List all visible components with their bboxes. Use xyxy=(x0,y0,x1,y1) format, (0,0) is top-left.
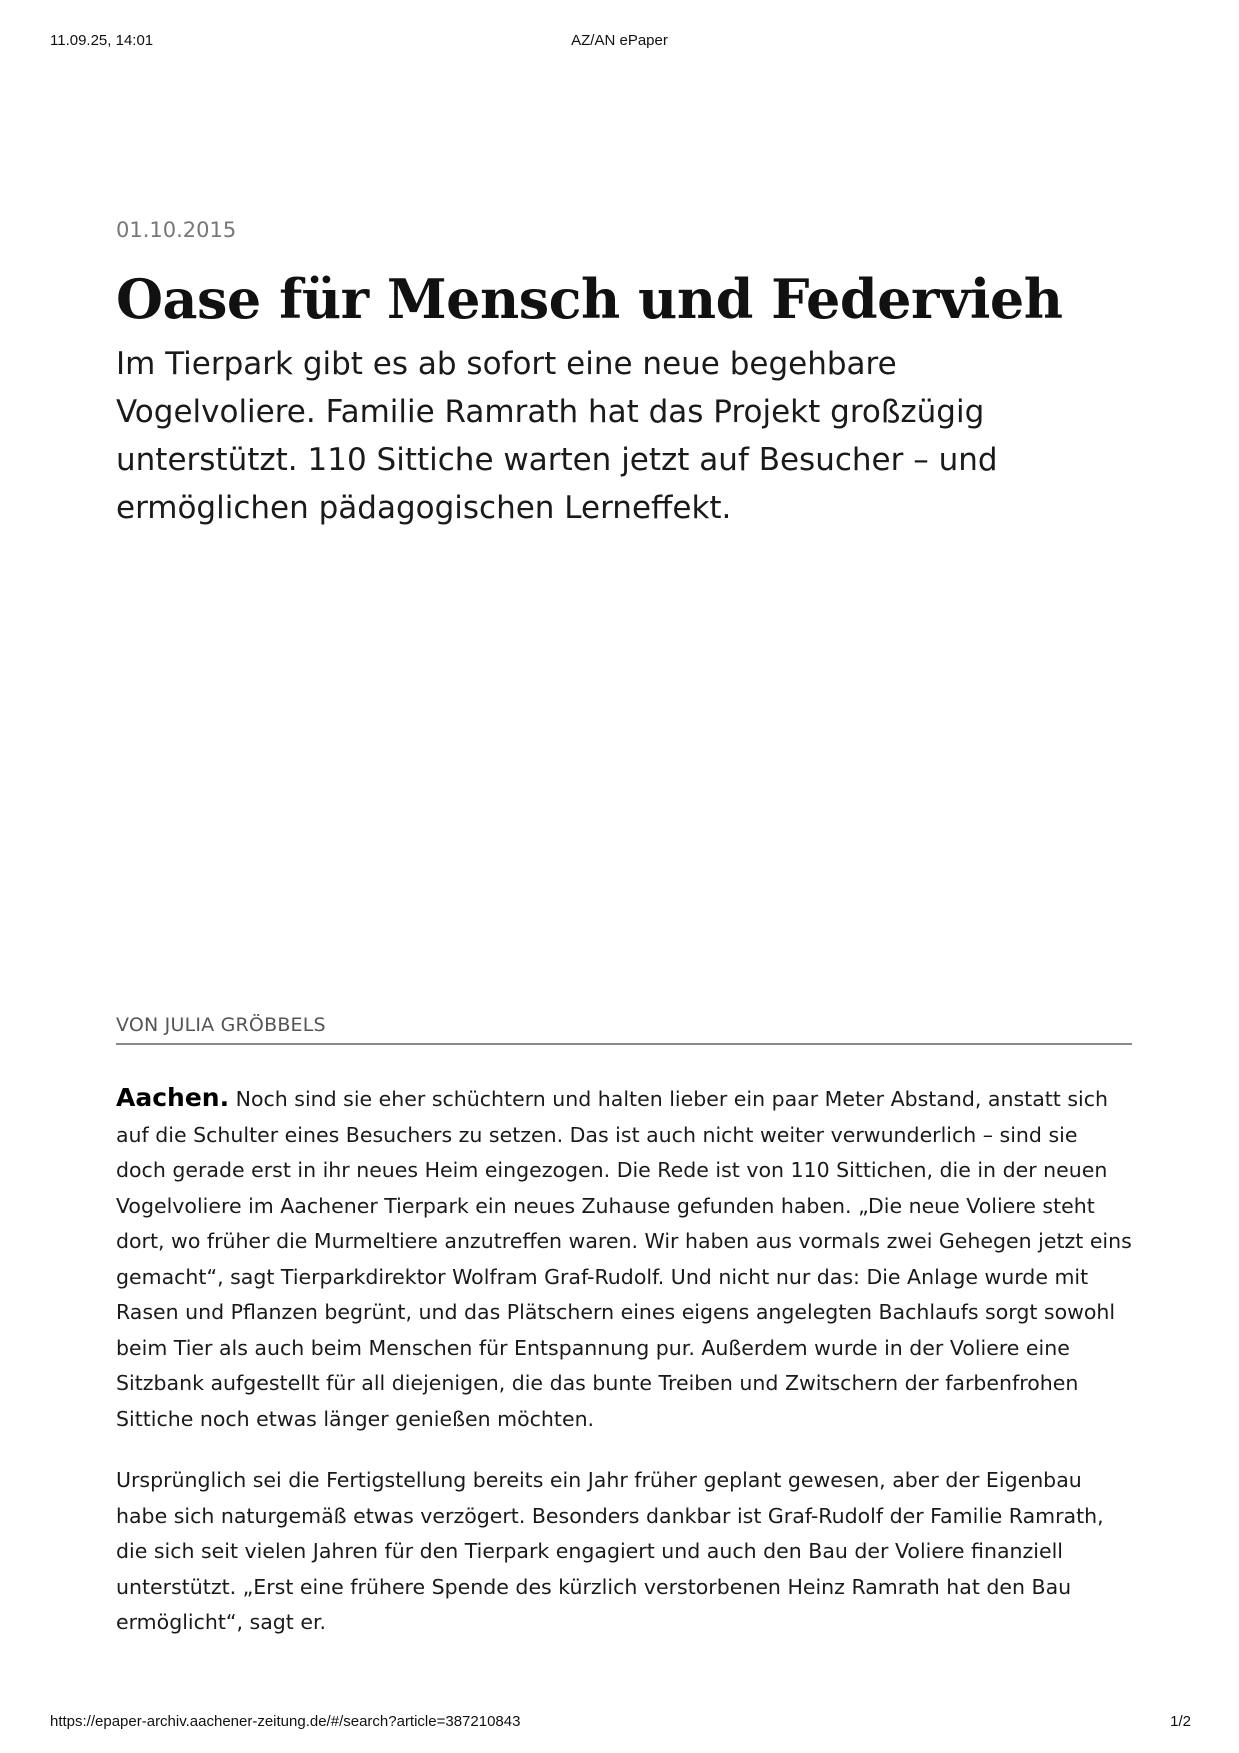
byline-block xyxy=(116,1014,1132,1045)
paragraph-1-text: Noch sind sie eher schüchtern und halten lieber ein paar Meter Abstand, anstatt sich auf die Schulter eines Besuchers zu setzen. Das ist auch nicht weiter verwunderlich – sind sie doch gerade erst in ihr neues Heim eingezogen. Die Rede ist von 110 Sittichen, die in der neuen Vogelvoliere im Aachener Tierpark ein neues Zuhause gefunden haben. „Die neue Voliere steht dort, wo früher die Murmeltiere anzutreffen waren. Wir haben aus vormals zwei Gehegen jetzt eins gemacht“, sagt Tierparkdirektor Wolfram Graf-Rudolf. Und nicht nur das: Die Anlage wurde mit Rasen und Pflanzen begrünt, und das Plätschern eines eigens angelegten Bachlaufs sorgt sowohl beim Tier als auch beim Menschen für Entspannung pur. Außerdem wurde in der Voliere eine Sitzbank aufgestellt für all diejenigen, die das bunte Treiben und Zwitschern der farbenfrohen Sittiche noch etwas länger genießen möchten. xyxy=(116,1087,1132,1431)
article-header xyxy=(116,214,1132,532)
body-paragraph-1 xyxy=(116,1080,1132,1437)
article-body xyxy=(116,1080,1132,1667)
print-page-title: AZ/AN ePaper xyxy=(571,32,668,49)
print-page-count: 1/2 xyxy=(1170,1713,1191,1730)
paragraph-2-text: Ursprünglich sei die Fertigstellung bereits ein Jahr früher geplant gewesen, aber der Eigenbau habe sich naturgemäß etwas verzögert. Besonders dankbar ist Graf-Rudolf der Familie Ramrath, die sich seit vielen Jahren für den Tierpark engagiert und auch den Bau der Voliere finanziell unterstützt. „Erst eine frühere Spende des kürzlich verstorbenen Heinz Ramrath hat den Bau ermöglicht“, sagt er. xyxy=(116,1468,1104,1634)
print-footer xyxy=(0,1713,1239,1733)
print-url[interactable]: https://epaper-archiv.aachener-zeitung.de/#/search?article=387210843 xyxy=(50,1713,521,1730)
byline: VON JULIA GRÖBBELS xyxy=(116,1014,1132,1045)
dateline: Aachen. xyxy=(116,1083,230,1112)
body-paragraph-2 xyxy=(116,1463,1132,1641)
article-date: 01.10.2015 xyxy=(116,218,237,242)
article-lead: Im Tierpark gibt es ab sofort eine neue begehbare Vogelvoliere. Familie Ramrath hat das Projekt großzügig unterstützt. 110 Sittiche warten jetzt auf Besucher – und ermöglichen pädagogischen Lerneffekt. xyxy=(116,346,998,526)
article-title: Oase für Mensch und Federvieh xyxy=(116,267,1063,331)
print-timestamp: 11.09.25, 14:01 xyxy=(50,32,154,49)
print-header xyxy=(0,32,1239,52)
